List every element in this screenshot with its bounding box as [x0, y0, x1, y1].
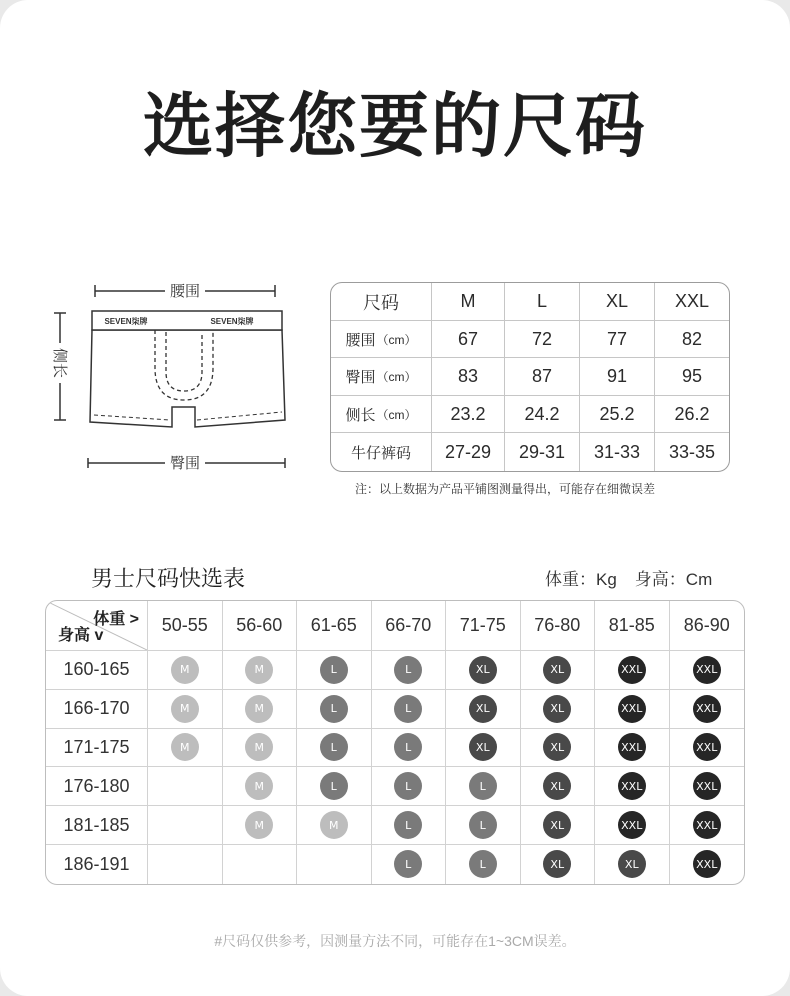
size-badge-m: M — [245, 656, 273, 684]
size-cell — [297, 767, 372, 806]
size-cell — [297, 651, 372, 690]
size-badge-xxl: XXL — [618, 695, 646, 723]
size-cell — [223, 729, 298, 768]
size-table-value: 26.2 — [655, 396, 729, 433]
size-badge-m: M — [245, 695, 273, 723]
size-cell — [446, 845, 521, 884]
size-cell — [446, 729, 521, 768]
size-badge-m: M — [245, 811, 273, 839]
page-title: 选择您要的尺码 — [143, 87, 647, 165]
size-cell — [595, 651, 670, 690]
size-table-value: 83 — [432, 358, 505, 396]
size-badge-xl: XL — [618, 850, 646, 878]
size-badge-l: L — [394, 811, 422, 839]
size-badge-l: L — [320, 733, 348, 761]
weight-range-header: 86-90 — [670, 601, 745, 651]
waist-label: 腰围 — [169, 283, 201, 300]
quick-table-units — [545, 569, 712, 591]
size-column-header: XXL — [655, 283, 729, 321]
measurement-note: 注：以上数据为产品平铺图测量得出，可能存在细微误差 — [355, 482, 656, 496]
height-range-label: 186-191 — [46, 845, 148, 884]
size-table-value: 72 — [505, 321, 580, 358]
size-cell — [521, 690, 596, 729]
size-cell — [223, 690, 298, 729]
size-badge-xl: XL — [543, 656, 571, 684]
weight-range-header: 71-75 — [446, 601, 521, 651]
size-badge-m: M — [171, 656, 199, 684]
size-cell — [595, 767, 670, 806]
size-badge-xxl: XXL — [618, 811, 646, 839]
size-badge-xxl: XXL — [618, 656, 646, 684]
corner-weight-label: 体重 > — [93, 611, 139, 628]
size-cell — [297, 729, 372, 768]
size-cell — [372, 651, 447, 690]
size-table-row-label — [331, 321, 432, 358]
measure-name: 腰围 — [345, 331, 376, 349]
size-badge-l: L — [469, 850, 497, 878]
size-badge-l: L — [320, 656, 348, 684]
size-table-value: 87 — [505, 358, 580, 396]
size-badge-xl: XL — [543, 695, 571, 723]
underwear-body — [90, 311, 285, 427]
size-table-value: 31-33 — [580, 433, 655, 471]
size-cell — [670, 690, 745, 729]
measure-name: 臀围 — [345, 369, 376, 386]
hip-label: 臀围 — [169, 455, 201, 472]
size-cell — [446, 767, 521, 806]
size-badge-xxl: XXL — [693, 772, 721, 800]
size-cell — [670, 806, 745, 845]
height-range-label: 166-170 — [46, 690, 148, 729]
size-cell — [297, 690, 372, 729]
size-table-value: 29-31 — [505, 433, 580, 471]
quick-table-title: 男士尺码快选表 — [91, 566, 246, 591]
height-range-label: 171-175 — [46, 729, 148, 768]
size-badge-l: L — [320, 695, 348, 723]
size-badge-l: L — [320, 772, 348, 800]
size-cell — [372, 845, 447, 884]
size-badge-xxl: XXL — [693, 811, 721, 839]
weight-range-header: 76-80 — [521, 601, 596, 651]
size-cell — [670, 845, 745, 884]
height-range-label: 176-180 — [46, 767, 148, 806]
size-cell — [521, 767, 596, 806]
height-range-label: 181-185 — [46, 806, 148, 845]
measure-unit: （cm） — [376, 407, 417, 422]
quick-table-corner-header — [46, 601, 148, 651]
size-table-value: 95 — [655, 358, 729, 396]
measure-name: 侧长 — [345, 406, 376, 424]
size-table-value: 23.2 — [432, 396, 505, 433]
size-badge-l: L — [469, 772, 497, 800]
brand-logo-left: SEVEN柒牌 — [104, 317, 148, 326]
size-badge-xl: XL — [469, 695, 497, 723]
size-badge-m: M — [320, 811, 348, 839]
size-cell — [372, 690, 447, 729]
size-badge-xl: XL — [543, 733, 571, 761]
quick-size-table — [45, 600, 745, 885]
size-badge-xxl: XXL — [693, 656, 721, 684]
size-cell — [521, 845, 596, 884]
size-cell — [372, 806, 447, 845]
size-badge-m: M — [245, 733, 273, 761]
size-badge-xxl: XXL — [693, 695, 721, 723]
size-badge-l: L — [394, 772, 422, 800]
size-cell — [595, 806, 670, 845]
size-cell — [148, 806, 223, 845]
size-cell — [148, 729, 223, 768]
size-cell — [521, 806, 596, 845]
size-cell — [595, 845, 670, 884]
size-table-value: 82 — [655, 321, 729, 358]
size-cell — [148, 651, 223, 690]
size-table-row-label — [331, 433, 432, 471]
size-table-value: 27-29 — [432, 433, 505, 471]
size-cell — [148, 690, 223, 729]
corner-height-label: 身高 v — [58, 627, 104, 644]
size-cell — [670, 651, 745, 690]
size-badge-l: L — [394, 733, 422, 761]
weight-range-header: 56-60 — [223, 601, 298, 651]
size-badge-m: M — [171, 733, 199, 761]
size-badge-xl: XL — [543, 850, 571, 878]
size-cell — [446, 690, 521, 729]
size-table-value: 33-35 — [668, 441, 716, 462]
size-cell — [446, 806, 521, 845]
size-badge-m: M — [245, 772, 273, 800]
size-cell — [223, 845, 298, 884]
weight-range-header: 50-55 — [148, 601, 223, 651]
weight-range-header: 66-70 — [372, 601, 447, 651]
size-column-header: M — [432, 283, 505, 321]
size-cell — [223, 767, 298, 806]
size-cell — [670, 767, 745, 806]
weight-range-header: 81-85 — [595, 601, 670, 651]
size-table-value: 24.2 — [505, 396, 580, 433]
size-badge-xxl: XXL — [618, 772, 646, 800]
size-column-header: XL — [580, 283, 655, 321]
underwear-diagram — [40, 270, 300, 480]
size-table-row-label — [331, 358, 432, 396]
size-badge-xl: XL — [543, 811, 571, 839]
size-table-corner-header: 尺码 — [331, 283, 432, 321]
size-table-value: 91 — [580, 358, 655, 396]
size-cell — [595, 729, 670, 768]
size-column-header: L — [505, 283, 580, 321]
size-cell — [670, 729, 745, 768]
size-cell — [148, 845, 223, 884]
side-length-label: 侧长 — [51, 347, 68, 379]
size-badge-xxl: XXL — [693, 850, 721, 878]
measure-unit: （cm） — [376, 370, 417, 384]
height-range-label: 160-165 — [46, 651, 148, 690]
size-measurement-table — [330, 282, 730, 472]
height-unit-label: 身高：Cm — [634, 570, 713, 589]
size-cell — [521, 651, 596, 690]
size-cell — [372, 767, 447, 806]
size-table-value: 25.2 — [580, 396, 655, 433]
size-badge-xl: XL — [469, 733, 497, 761]
size-cell — [223, 806, 298, 845]
size-cell — [297, 806, 372, 845]
size-badge-xl: XL — [543, 772, 571, 800]
size-badge-l: L — [394, 695, 422, 723]
size-badge-m: M — [171, 695, 199, 723]
size-badge-xxl: XXL — [693, 733, 721, 761]
measure-unit: （cm） — [376, 332, 417, 347]
size-cell — [521, 729, 596, 768]
size-badge-l: L — [394, 850, 422, 878]
size-badge-xxl: XXL — [618, 733, 646, 761]
size-badge-xl: XL — [469, 656, 497, 684]
measure-name: 牛仔裤码 — [350, 444, 411, 462]
size-cell — [372, 729, 447, 768]
weight-range-header: 61-65 — [297, 601, 372, 651]
size-cell — [148, 767, 223, 806]
size-cell — [595, 690, 670, 729]
size-table-value: 77 — [580, 321, 655, 358]
brand-logo-right: SEVEN柒牌 — [210, 317, 254, 326]
size-table-row-label — [331, 396, 432, 433]
size-badge-l: L — [469, 811, 497, 839]
weight-unit-label: 体重：Kg — [545, 570, 617, 589]
size-badge-l: L — [394, 656, 422, 684]
size-cell — [223, 651, 298, 690]
size-table-value: 67 — [432, 321, 505, 358]
size-cell — [297, 845, 372, 884]
size-cell — [446, 651, 521, 690]
disclaimer-footer: #尺码仅供参考，因测量方法不同，可能存在1~3CM误差。 — [214, 933, 576, 949]
